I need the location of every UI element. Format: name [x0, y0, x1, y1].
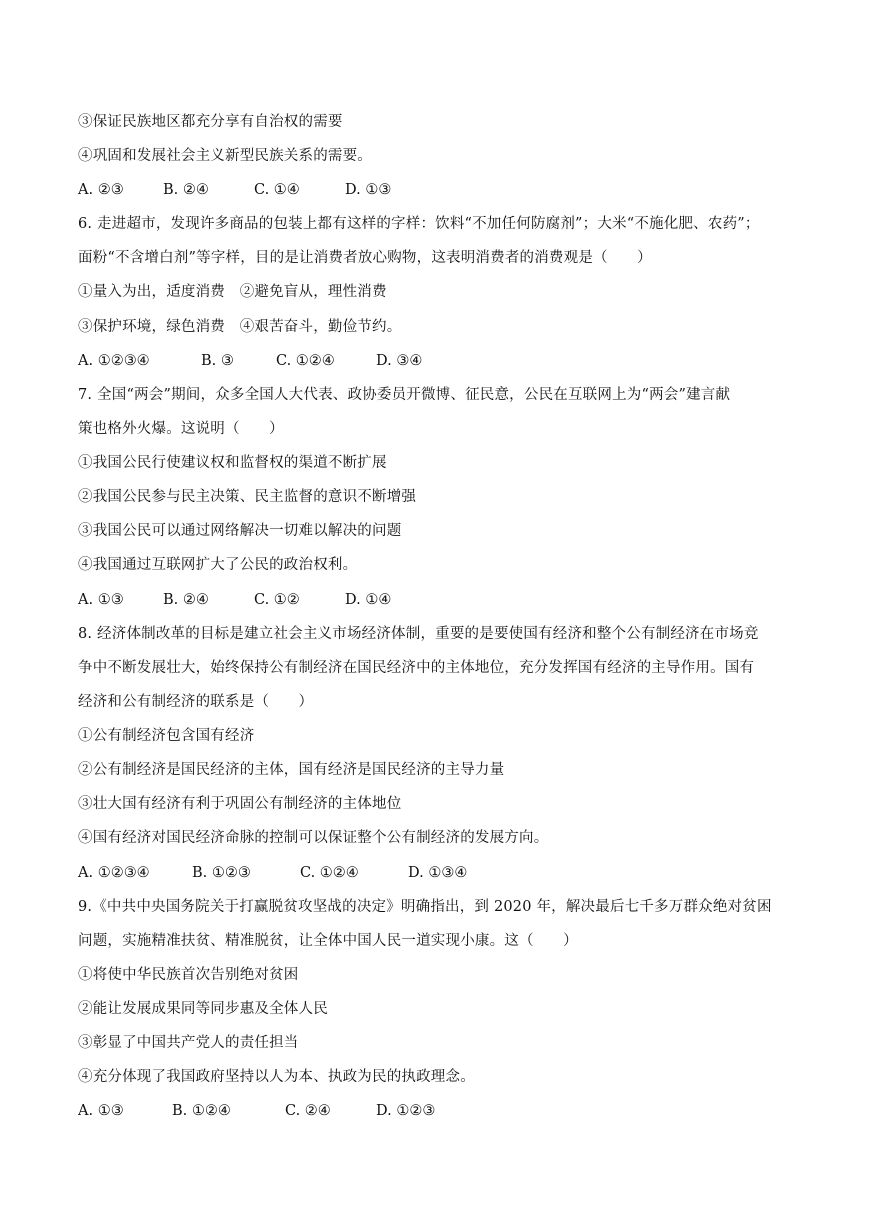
q7-option-b: B. ②④ — [163, 592, 209, 608]
q7-option-a: A. ①③ — [78, 592, 124, 608]
q9-option-a: A. ①③ — [78, 1103, 124, 1119]
q6-stem-line-1: 6. 走进超市，发现许多商品的包装上都有这样的字样：饮料“不加任何防腐剂”；大米“不施化肥、农药”； — [78, 216, 760, 232]
q5-option-a: A. ②③ — [78, 182, 124, 198]
q9-statement-3: ③彰显了中国共产党人的责任担当 — [78, 1035, 299, 1051]
q6-option-c: C. ①②④ — [276, 353, 335, 369]
q5-statement-4: ④巩固和发展社会主义新型民族关系的需要。 — [78, 148, 372, 164]
q9-stem-line-1: 9.《中共中央国务院关于打赢脱贫攻坚战的决定》明确指出，到 2020 年，解决最后七千多万群众绝对贫困 — [78, 899, 772, 915]
q6-option-a: A. ①②③④ — [78, 353, 150, 369]
q6-statements-3-4: ③保护环境，绿色消费 ④艰苦奋斗，勤俭节约。 — [78, 319, 402, 335]
q6-option-b: B. ③ — [201, 353, 234, 369]
q8-option-b: B. ①②③ — [192, 865, 251, 881]
q6-option-d: D. ③④ — [376, 353, 423, 369]
q7-statement-2: ②我国公民参与民主决策、民主监督的意识不断增强 — [78, 489, 417, 505]
q7-stem-line-1: 7. 全国“两会”期间，众多全国人大代表、政协委员开微博、征民意，公民在互联网上为“两会”建言献 — [78, 387, 731, 403]
q9-statement-4: ④充分体现了我国政府坚持以人为本、执政为民的执政理念。 — [78, 1069, 475, 1085]
q5-option-c: C. ①④ — [254, 182, 300, 198]
q9-option-c: C. ②④ — [285, 1103, 331, 1119]
q5-option-b: B. ②④ — [163, 182, 209, 198]
q9-stem-line-2: 问题，实施精准扶贫、精准脱贫，让全体中国人民一道实现小康。这（ ） — [78, 933, 578, 949]
q8-option-d: D. ①③④ — [408, 865, 468, 881]
q9-statement-1: ①将使中华民族首次告别绝对贫困 — [78, 967, 299, 983]
q8-stem-line-1: 8. 经济体制改革的目标是建立社会主义市场经济体制，重要的是要使国有经济和整个公有制经济在市场竞 — [78, 626, 759, 642]
q7-option-c: C. ①② — [254, 592, 300, 608]
q7-statement-3: ③我国公民可以通过网络解决一切难以解决的问题 — [78, 523, 402, 539]
q7-stem-line-2: 策也格外火爆。这说明（ ） — [78, 421, 284, 437]
q8-statement-3: ③壮大国有经济有利于巩固公有制经济的主体地位 — [78, 796, 402, 812]
q8-statement-4: ④国有经济对国民经济命脉的控制可以保证整个公有制经济的发展方向。 — [78, 830, 549, 846]
q8-stem-line-2: 争中不断发展壮大，始终保持公有制经济在国民经济中的主体地位，充分发挥国有经济的主导作用。国有 — [78, 660, 755, 676]
q6-statements-1-2: ①量入为出，适度消费 ②避免盲从，理性消费 — [78, 284, 387, 300]
q6-stem-line-2: 面粉“不含增白剂”等字样，目的是让消费者放心购物，这表明消费者的消费观是（ ） — [78, 250, 652, 266]
q9-option-d: D. ①②③ — [376, 1103, 436, 1119]
q8-option-c: C. ①②④ — [300, 865, 359, 881]
q9-option-b: B. ①②④ — [172, 1103, 231, 1119]
q9-statement-2: ②能让发展成果同等同步惠及全体人民 — [78, 1001, 328, 1017]
q5-option-d: D. ①③ — [345, 182, 392, 198]
q8-stem-line-3: 经济和公有制经济的联系是（ ） — [78, 694, 314, 710]
q7-statement-4: ④我国通过互联网扩大了公民的政治权利。 — [78, 557, 358, 573]
q8-statement-1: ①公有制经济包含国有经济 — [78, 728, 255, 744]
q5-statement-3: ③保证民族地区都充分享有自治权的需要 — [78, 114, 343, 130]
q8-option-a: A. ①②③④ — [78, 865, 150, 881]
q7-option-d: D. ①④ — [345, 592, 392, 608]
q7-statement-1: ①我国公民行使建议权和监督权的渠道不断扩展 — [78, 455, 387, 471]
q8-statement-2: ②公有制经济是国民经济的主体，国有经济是国民经济的主导力量 — [78, 762, 505, 778]
